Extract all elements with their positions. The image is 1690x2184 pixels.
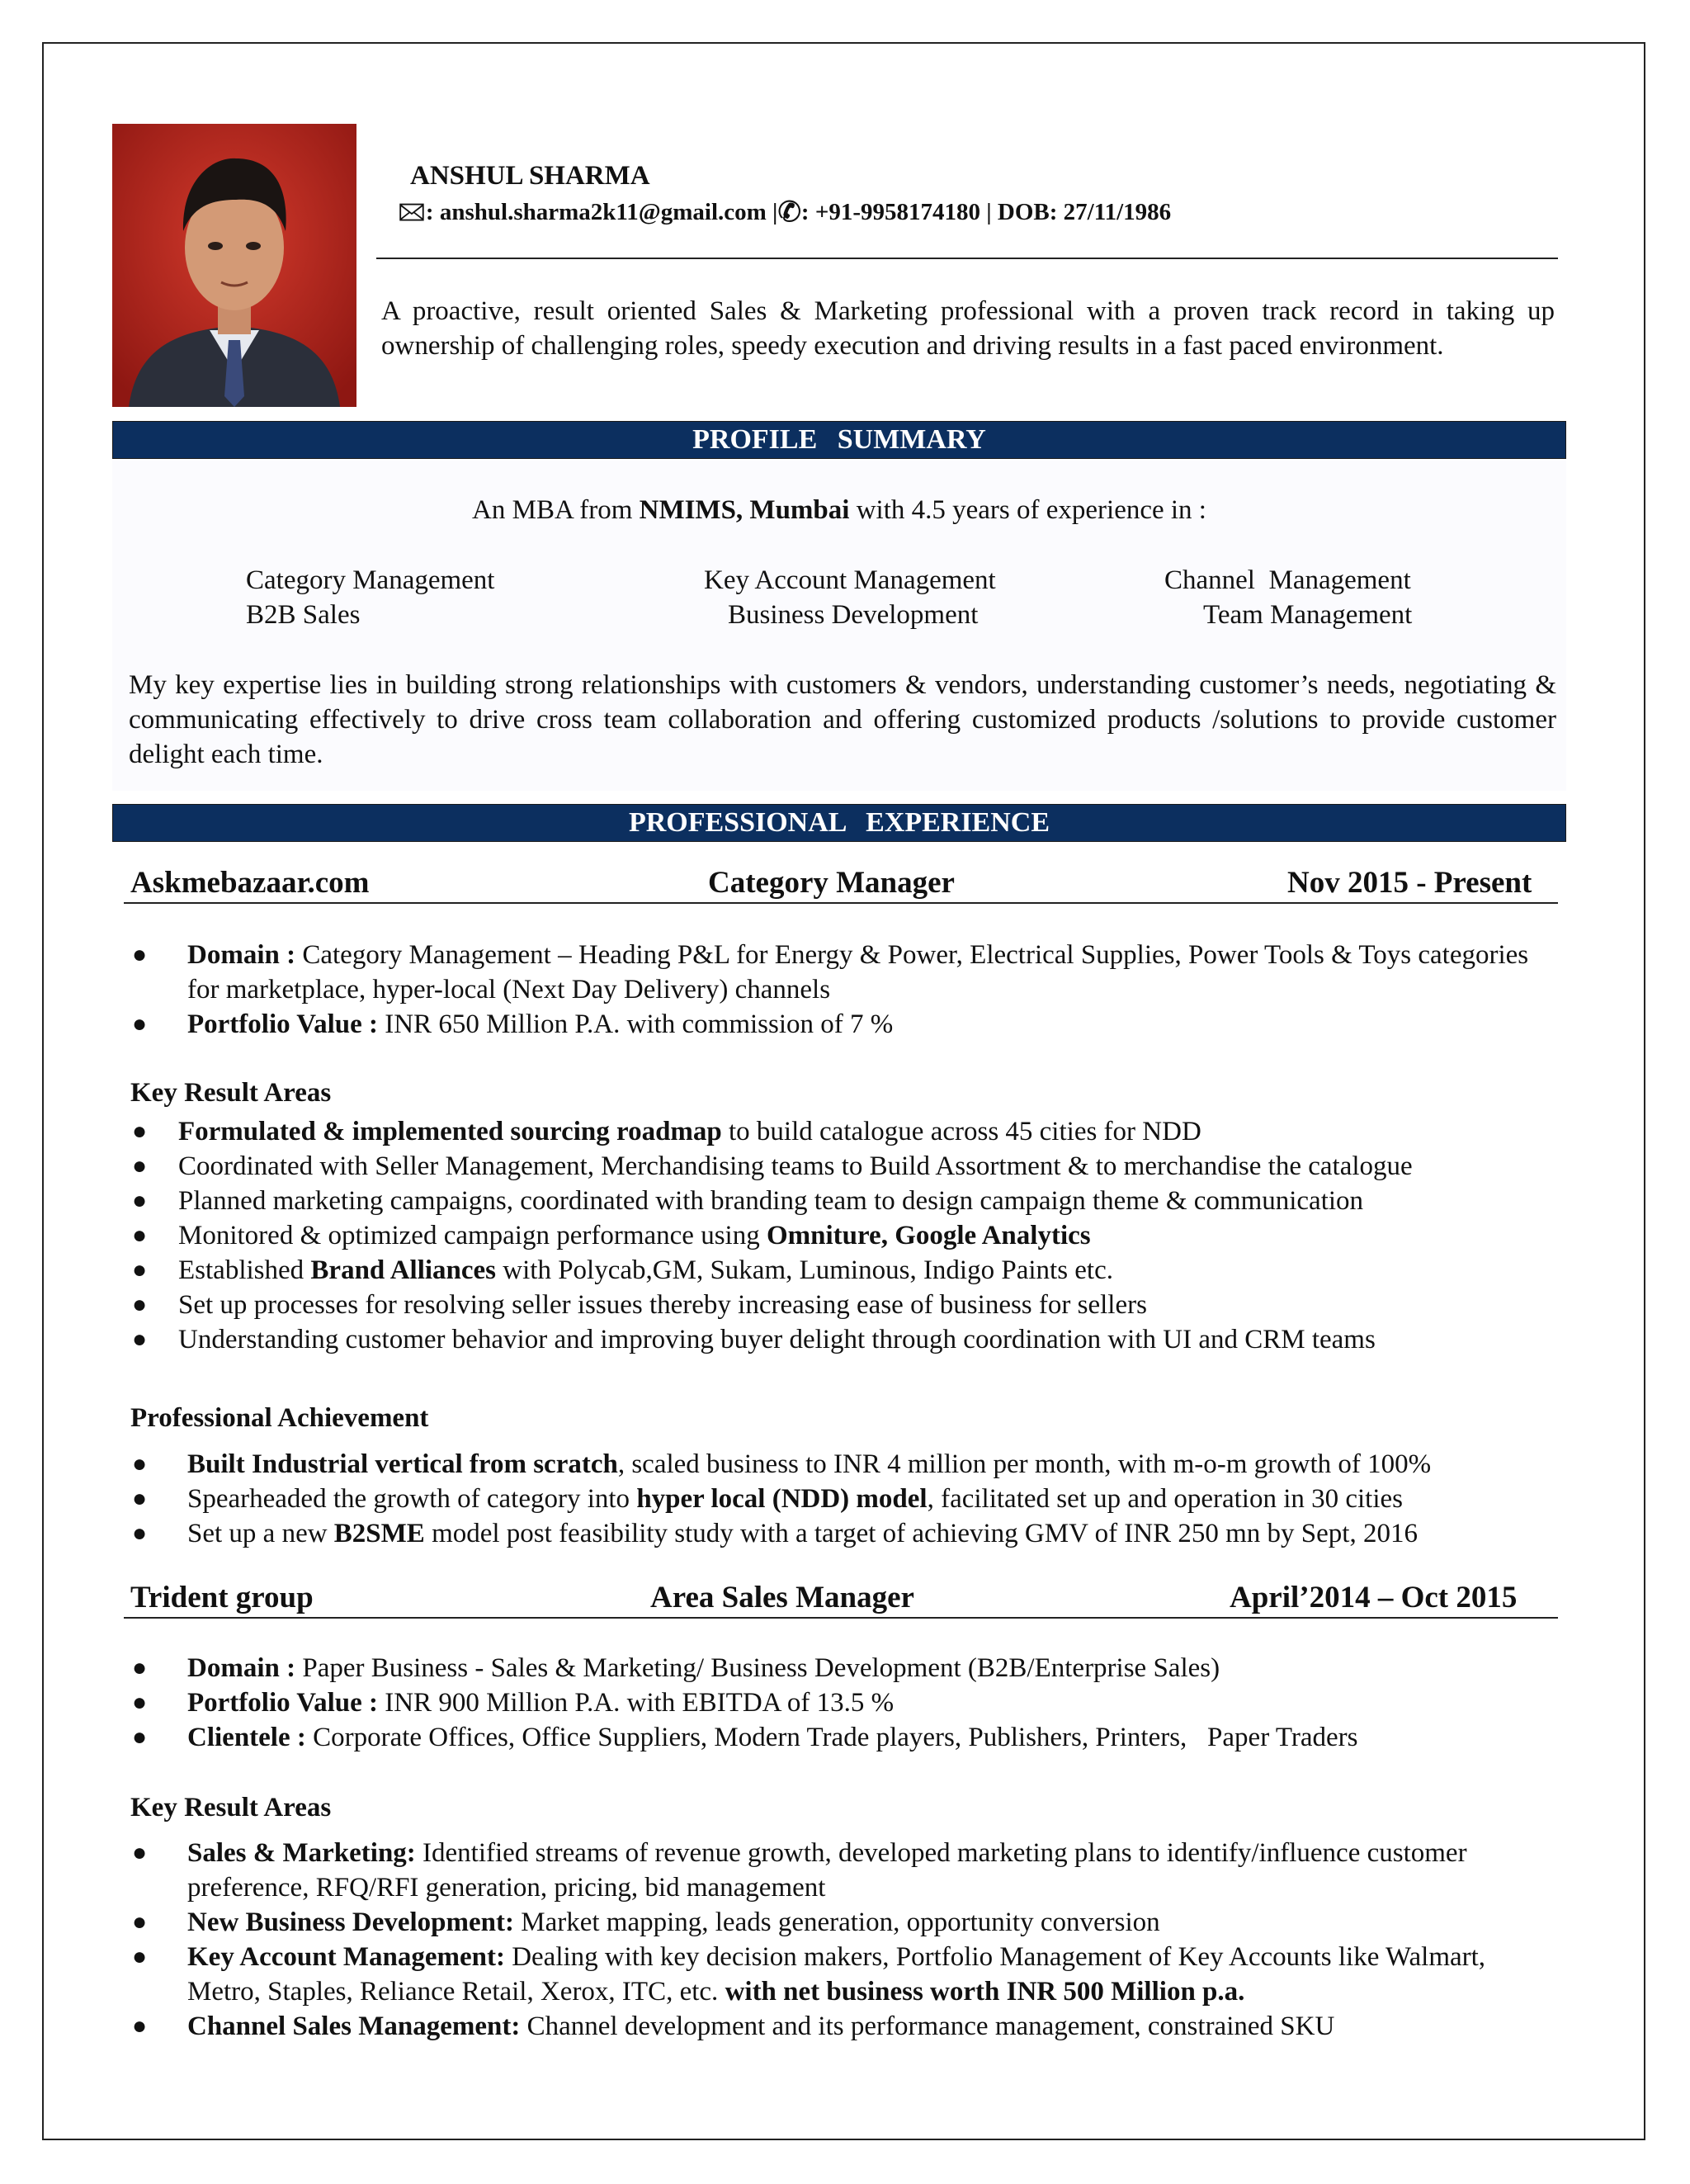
list-item: ● Key Account Management: Dealing with key decision makers, Portfolio Management of Key Accounts like Walmart, Metro, Staples, Reliance Retail, Xerox, ITC, etc. with net business worth INR 500 Million p.a. (132, 1942, 1486, 2007)
list-item: ● Clientele : Corporate Offices, Office Suppliers, Modern Trade players, Publishers, Printers, Paper Traders (132, 1723, 1358, 1752)
list-item: ● Portfolio Value : INR 650 Million P.A. with commission of 7 % (132, 1009, 894, 1039)
job-divider (124, 902, 1558, 904)
job-company: Trident group (130, 1581, 314, 1614)
header-divider (376, 258, 1558, 259)
skill-item: B2B Sales (246, 600, 361, 630)
list-item: ● Domain : Paper Business - Sales & Marketing/ Business Development (B2B/Enterprise Sales) (132, 1653, 1220, 1683)
list-item: ● Coordinated with Seller Management, Merchandising teams to Build Assortment & to merchandise the catalogue (132, 1151, 1413, 1181)
list-item: ● Spearheaded the growth of category into hyper local (NDD) model, facilitated set up and operation in 30 cities (132, 1484, 1403, 1514)
kra-heading: Key Result Areas (130, 1793, 332, 1822)
list-item: ● Domain : Category Management – Heading P&L for Energy & Power, Electrical Supplies, Power Tools & Toys categories for marketplace, hyper-local (Next Day Delivery) channels (132, 940, 1529, 1005)
intro-statement: A proactive, result oriented Sales & Marketing professional with a proven track record in taking up ownership of challenging roles, speedy execution and driving results in a fast paced environment. (381, 296, 1555, 361)
skill-item: Channel Management (1164, 565, 1411, 595)
kra-list (132, 1836, 1524, 2044)
list-item: ● Sales & Marketing: Identified streams of revenue growth, developed marketing plans to identify/influence customer preference, RFQ/RFI generation, pricing, bid management (132, 1838, 1467, 1903)
profile-photo (112, 124, 356, 407)
list-item: ● Built Industrial vertical from scratch, scaled business to INR 4 million per month, with m-o-m growth of 100% (132, 1449, 1432, 1479)
list-item: ● Monitored & optimized campaign performance using Omniture, Google Analytics (132, 1221, 1091, 1250)
kra-list (132, 1114, 1565, 1357)
list-item: ● Set up a new B2SME model post feasibility study with a target of achieving GMV of INR 250 mn by Sept, 2016 (132, 1519, 1418, 1548)
list-item: ● Established Brand Alliances with Polycab,GM, Sukam, Luminous, Indigo Paints etc. (132, 1255, 1113, 1285)
job-facts-list (132, 938, 1557, 1042)
mba-school: NMIMS, Mumbai (639, 495, 850, 525)
experience-heading: PROFESSIONAL EXPERIENCE (112, 804, 1566, 842)
achievement-list (132, 1447, 1574, 1551)
job-period: April’2014 – Oct 2015 (1230, 1581, 1518, 1614)
skill-item: Category Management (246, 565, 495, 595)
job-company: Askmebazaar.com (130, 866, 370, 900)
kra-heading: Key Result Areas (130, 1078, 332, 1108)
skill-item: Team Management (1203, 600, 1413, 630)
profile-summary-heading: PROFILE SUMMARY (112, 421, 1566, 459)
skill-item: Business Development (728, 600, 979, 630)
job-facts-list (132, 1651, 1574, 1755)
skill-item: Key Account Management (704, 565, 996, 595)
job-period: Nov 2015 - Present (1287, 866, 1532, 900)
list-item: ● Understanding customer behavior and improving buyer delight through coordination with UI and CRM teams (132, 1325, 1376, 1354)
job-role: Category Manager (708, 866, 955, 900)
candidate-name: ANSHUL SHARMA (410, 161, 650, 191)
list-item: ● Set up processes for resolving seller issues thereby increasing ease of business for sellers (132, 1290, 1147, 1320)
job-divider (124, 1617, 1558, 1619)
list-item: ● Planned marketing campaigns, coordinated with branding team to design campaign theme & communication (132, 1186, 1364, 1216)
achievement-heading: Professional Achievement (130, 1403, 429, 1433)
contact-line: 🖂: anshul.sharma2k11@gmail.com |✆: +91-9958174180 | DOB: 27/11/1986 (398, 199, 1172, 225)
expertise-paragraph: My key expertise lies in building strong relationships with customers & vendors, understanding customer’s needs, negotiating & communicating effectively to drive cross team collaboration and offering customized products /solutions to provide customer delight each time. (129, 670, 1556, 769)
list-item: ● Channel Sales Management: Channel development and its performance management, constrained SKU (132, 2011, 1335, 2041)
job-role: Area Sales Manager (650, 1581, 914, 1614)
mba-line: An MBA from NMIMS, Mumbai with 4.5 years of experience in : (472, 495, 1206, 525)
list-item: ● Portfolio Value : INR 900 Million P.A. with EBITDA of 13.5 % (132, 1688, 895, 1718)
list-item: ● New Business Development: Market mapping, leads generation, opportunity conversion (132, 1907, 1160, 1937)
list-item: ● Formulated & implemented sourcing roadmap to build catalogue across 45 cities for NDD (132, 1117, 1201, 1146)
